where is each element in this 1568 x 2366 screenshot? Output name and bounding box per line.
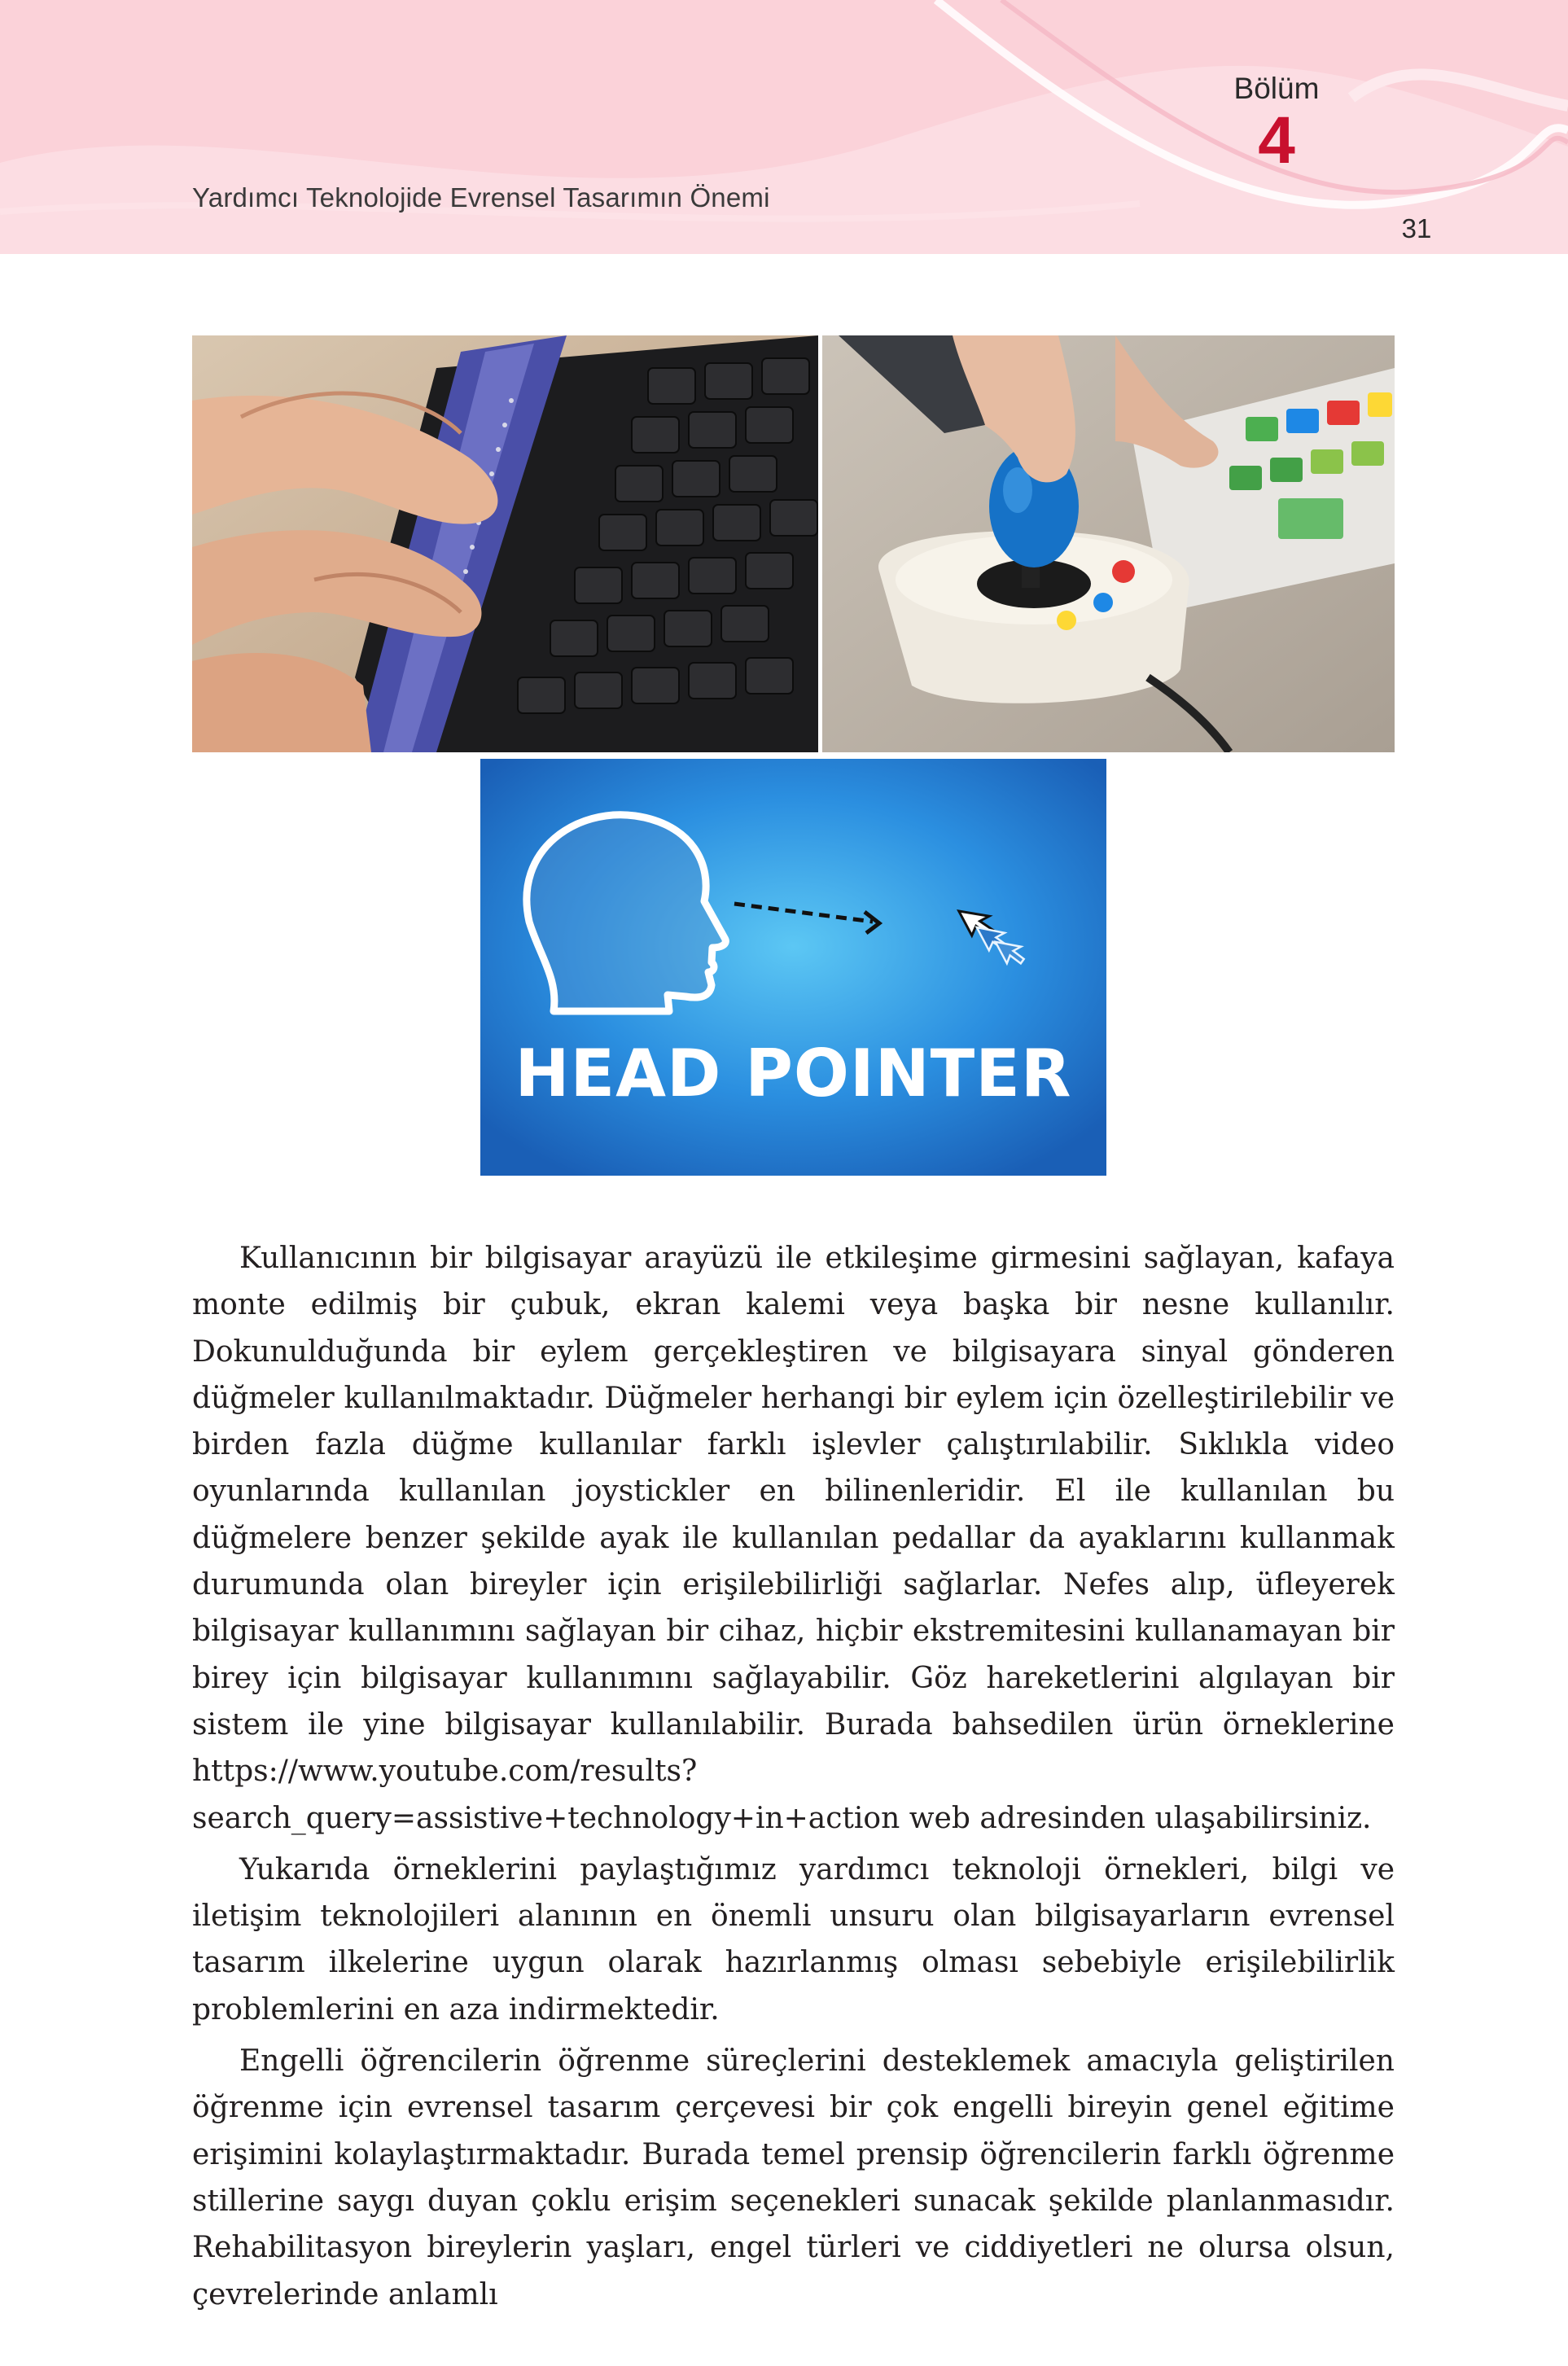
body-text	[192, 1235, 1395, 2323]
head-pointer-illustration	[480, 759, 1106, 1176]
paragraph: Yukarıda örneklerini paylaştığımız yardımcı teknoloji örnekleri, bilgi ve iletişim teknolojileri alanının en önemli unsuru olan bilgisayarların evrensel tasarım ilkelerine uygun olarak hazırlanmış olması sebebiyle erişilebilirlik problemlerini en aza indirmektedir.	[192, 1852, 1395, 2026]
chapter-label: Bölüm	[1233, 72, 1320, 105]
paragraph: Engelli öğrencilerin öğrenme süreçlerini desteklemek amacıyla geliştirilen öğrenme için evrensel tasarım çerçevesi bir çok engelli bireyin genel eğitime erişimini kolaylaştırmaktadır. Burada temel prensip öğrencilerin farklı öğrenme stillerine saygı duyan çoklu erişim seçenekleri sunacak şekilde planlanmasıdır. Rehabilitasyon bireylerin yaşları, engel türleri ve ciddiyetleri ne olursa olsun, çevrelerinde anlamlı	[192, 2044, 1395, 2311]
header-wave-decoration	[0, 0, 1568, 254]
page-header-band	[0, 0, 1568, 254]
head-pointer-title: HEAD POINTER	[515, 1036, 1072, 1111]
running-title: Yardımcı Teknolojide Evrensel Tasarımın Önemi	[192, 182, 770, 213]
paragraph: Kullanıcının bir bilgisayar arayüzü ile etkileşime girmesini sağlayan, kafaya monte edilmiş bir çubuk, ekran kalemi veya başka bir nesne kullanılır. Dokunulduğunda bir eylem gerçekleştiren ve bilgisayara sinyal gönderen düğmeler kullanılmaktadır. Düğmeler herhangi bir eylem için özelleştirilebilir ve birden fazla düğme kullanılar farklı işlevler çalıştırılabilir. Sıklıkla video oyunlarında kullanılan joystickler en bilinenleridir. El ile kullanılan bu düğmelere benzer şekilde ayak ile kullanılan pedallar da ayaklarını kullanmak durumunda olan bireyler için erişilebilirliği sağlarlar. Nefes alıp, üfleyerek bilgisayar kullanımını sağlayan bir cihaz, hiçbir ekstremitesini kullanamayan bir birey için bilgisayar kullanımını sağlayabilir. Göz hareketlerini algılayan bir sistem ile yine bilgisayar kullanılabilir. Burada bahsedilen ürün örneklerine https://www.youtube.com/results?search_query=assistive+technology+in+action web adresinden ulaşabilirsiniz.	[192, 1242, 1395, 1835]
chapter-number: 4	[1258, 103, 1295, 177]
braille-keyboard-photo	[192, 335, 818, 752]
page-number: 31	[1401, 213, 1432, 243]
head-silhouette-icon	[527, 815, 725, 1011]
assistive-joystick-photo	[822, 335, 1395, 752]
